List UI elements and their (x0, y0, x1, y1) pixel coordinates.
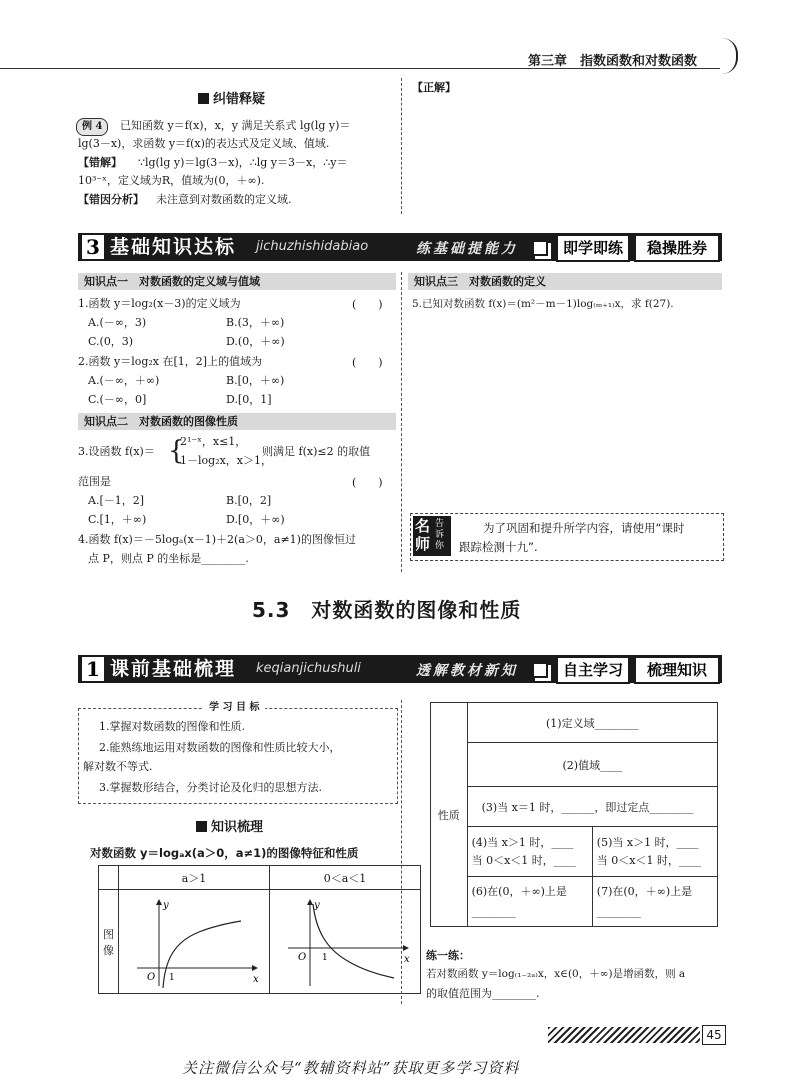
practice-label: 练一练： (426, 949, 470, 962)
q3-option-a[interactable]: A.[－1，2] (88, 494, 145, 507)
band-pinyin: keqianjichushuli (256, 661, 361, 676)
error-section-title: 纠错释疑 (198, 88, 265, 107)
q1-text: 1.函数 y＝log₂(x－3)的定义域为 (78, 297, 241, 310)
practice-line-1: 若对数函数 y＝log₍₁₋₂ₐ₎x，x∈(0，＋∞)是增函数，则 a (426, 968, 686, 980)
q3-option-d[interactable]: D.[0，＋∞) (226, 513, 285, 526)
prop-range[interactable]: (2)值域____ (467, 743, 717, 787)
teacher-tip-box (410, 513, 724, 561)
prop-fixed-point[interactable]: (3)当 x＝1 时，______，即过定点________ (467, 787, 717, 827)
error-analysis-text: 未注意到对数函数的定义域. (156, 193, 292, 206)
origin-label: O (147, 972, 156, 983)
example-line-2: lg(3－x)，求函数 y＝f(x)的表达式及定义域、值域. (78, 137, 330, 150)
axis-y-label: y (163, 900, 169, 911)
graph-header-a-lt-1: 0＜a＜1 (270, 866, 421, 890)
knowledge-section-title: 知识梳理 (196, 816, 263, 835)
header-curve (722, 38, 738, 74)
example-line-1: 已知函数 y＝f(x)，x，y 满足关系式 lg(lg y)＝ (120, 119, 351, 132)
band-box-2: 稳操胜券 (634, 234, 720, 262)
graph-table-corner (99, 866, 119, 890)
column-divider-bottom (401, 700, 402, 1004)
teacher-badge (413, 516, 451, 556)
goal-item-3: 解对数不等式. (83, 760, 153, 773)
band-title: 基础知识达标 (110, 236, 237, 258)
prop-monotonic-a-lt-1[interactable] (592, 877, 717, 927)
band-square-icon (532, 240, 548, 256)
error-solution-line-1: ∵lg(lg y)＝lg(3－x)，∴lg y＝3－x，∴y＝ (138, 156, 348, 169)
goal-item-1: 1.掌握对数函数的图像和性质. (99, 720, 245, 733)
error-analysis-label: 【错因分析】 (78, 193, 144, 206)
chapter-header: 第三章 指数函数和对数函数 (528, 54, 698, 69)
log-graph-increasing (119, 890, 269, 990)
axis-x-label: x (253, 974, 259, 985)
teacher-badge-small: 告诉你 (435, 519, 445, 551)
kp1-title: 知识点一 对数函数的定义域与值域 (78, 273, 396, 290)
properties-row-label: 性质 (431, 703, 468, 927)
band-box-1: 自主学习 (556, 656, 630, 684)
learning-goals-box (78, 702, 398, 804)
origin-label: O (298, 952, 307, 963)
log-curve-decreasing (313, 904, 394, 978)
goal-item-4: 3.掌握数形结合，分类讨论及化归的思想方法. (99, 781, 322, 794)
section-icon (196, 821, 207, 832)
graph-cell-decreasing (270, 890, 421, 994)
q2-answer-bracket[interactable]: ( ) (352, 356, 383, 369)
prop-sign-a-lt-1-line-2: 当 0＜x＜1 时，____ (596, 853, 701, 867)
band-pre-class (78, 655, 722, 683)
prop-monotonic-a-lt-1-line-1: (7)在(0，＋∞)上是 (596, 884, 693, 898)
q2-text: 2.函数 y＝log₂x 在[1，2]上的值域为 (78, 355, 263, 368)
kp3-title: 知识点三 对数函数的定义 (408, 273, 722, 290)
graph-cell-increasing (119, 890, 270, 994)
page-number-stripe (548, 1027, 700, 1043)
prop-sign-a-lt-1[interactable] (592, 827, 717, 877)
q2-option-b[interactable]: B.[0，＋∞) (226, 374, 285, 387)
header-rule (0, 68, 720, 69)
prop-sign-a-gt-1-line-1: (4)当 x＞1 时，____ (471, 835, 574, 849)
teacher-tip-line-2: 跟踪检测十九”. (459, 540, 538, 554)
tick-label: 1 (169, 973, 175, 983)
properties-table (430, 702, 718, 927)
prop-sign-a-gt-1-line-2: 当 0＜x＜1 时，____ (471, 853, 576, 867)
error-solution-label: 【错解】 (78, 156, 122, 169)
band-box-2: 梳理知识 (634, 656, 720, 684)
q1-answer-bracket[interactable]: ( ) (352, 298, 383, 311)
q3-brace: { (168, 436, 185, 466)
prop-monotonic-a-gt-1[interactable] (467, 877, 592, 927)
q3-line-2: 范围是 (78, 475, 111, 488)
prop-sign-a-gt-1[interactable] (467, 827, 592, 877)
column-divider-middle (401, 272, 402, 572)
band-number: 1 (82, 657, 104, 681)
error-solution-line-2: 10³⁻ˣ，定义域为R，值域为(0，＋∞). (78, 174, 265, 187)
log-graph-decreasing (270, 890, 420, 990)
section-icon (198, 93, 209, 104)
section-heading: 5.3 对数函数的图像和性质 (252, 598, 522, 622)
q5-text: 5.已知对数函数 f(x)＝(m²－m－1)log₍ₘ₊₁₎x，求 f(27). (412, 298, 674, 310)
graph-header-a-gt-1: a＞1 (119, 866, 270, 890)
graph-table (98, 865, 421, 994)
q1-option-a[interactable]: A.(－∞，3) (88, 316, 147, 329)
column-divider-top (401, 78, 402, 214)
q2-option-a[interactable]: A.(－∞，＋∞) (88, 374, 160, 387)
band-pinyin: jichuzhishidabiao (256, 239, 369, 254)
q1-option-b[interactable]: B.(3，＋∞) (226, 316, 285, 329)
prop-monotonic-a-gt-1-line-1: (6)在(0，＋∞)上是 (471, 884, 567, 898)
prop-monotonic-a-lt-1-line-2: ________ (596, 904, 641, 918)
q3-suffix: 则满足 f(x)≤2 的取值 (262, 445, 371, 458)
prop-domain[interactable]: (1)定义域________ (467, 703, 717, 743)
knowledge-caption: 对数函数 y＝logₐx(a＞0，a≠1)的图像特征和性质 (90, 846, 359, 860)
teacher-tip-line-1: 为了巩固和提升所学内容，请使用“课时 (483, 521, 685, 535)
q3-option-c[interactable]: C.[1，＋∞) (88, 513, 147, 526)
axis-x-label: x (404, 954, 410, 965)
q2-option-c[interactable]: C.(－∞，0] (88, 393, 147, 406)
graph-row-label: 图像 (99, 890, 119, 994)
kp2-title: 知识点二 对数函数的图像性质 (78, 413, 396, 430)
q3-case-1: 2¹⁻ˣ，x≤1， (180, 435, 247, 448)
q1-option-d[interactable]: D.(0，＋∞) (226, 335, 285, 348)
axis-y-label: y (314, 900, 320, 911)
prop-sign-a-lt-1-line-1: (5)当 x＞1 时，____ (596, 835, 699, 849)
q2-option-d[interactable]: D.[0，1] (226, 393, 272, 406)
page-number: 45 (702, 1025, 726, 1045)
goal-item-2: 2.能熟练地运用对数函数的图像和性质比较大小， (99, 741, 341, 754)
example-tag: 例 4 (76, 118, 108, 136)
learning-goals-title: 学 习 目 标 (203, 700, 265, 716)
band-number: 3 (82, 235, 104, 259)
q3-answer-bracket[interactable]: ( ) (352, 476, 383, 489)
q1-option-c[interactable]: C.(0，3) (88, 335, 134, 348)
q4-line-1: 4.函数 f(x)＝－5logₐ(x－1)＋2(a＞0，a≠1)的图像恒过 (78, 533, 356, 546)
practice-line-2: 的取值范围为________. (426, 987, 540, 1000)
band-slogan: 练基础提能力 (416, 241, 518, 257)
footer-note: 关注微信公众号“教辅资料站”获取更多学习资料 (182, 1059, 520, 1077)
teacher-badge-big: 名师 (415, 517, 431, 553)
band-box-1: 即学即练 (556, 234, 630, 262)
prop-monotonic-a-gt-1-line-2: ________ (471, 904, 516, 918)
tick-label: 1 (322, 953, 328, 963)
band-basic-knowledge (78, 233, 722, 261)
correct-solution-label: 【正解】 (412, 81, 456, 94)
band-title: 课前基础梳理 (110, 658, 237, 680)
q4-line-2: 点 P，则点 P 的坐标是________. (88, 552, 249, 565)
q3-option-b[interactable]: B.[0，2] (226, 494, 272, 507)
q3-prefix: 3.设函数 f(x)＝ (78, 445, 155, 458)
band-square-icon (532, 662, 548, 678)
q3-case-2: 1－log₂x，x＞1， (180, 454, 272, 467)
band-slogan: 透解教材新知 (416, 663, 518, 679)
